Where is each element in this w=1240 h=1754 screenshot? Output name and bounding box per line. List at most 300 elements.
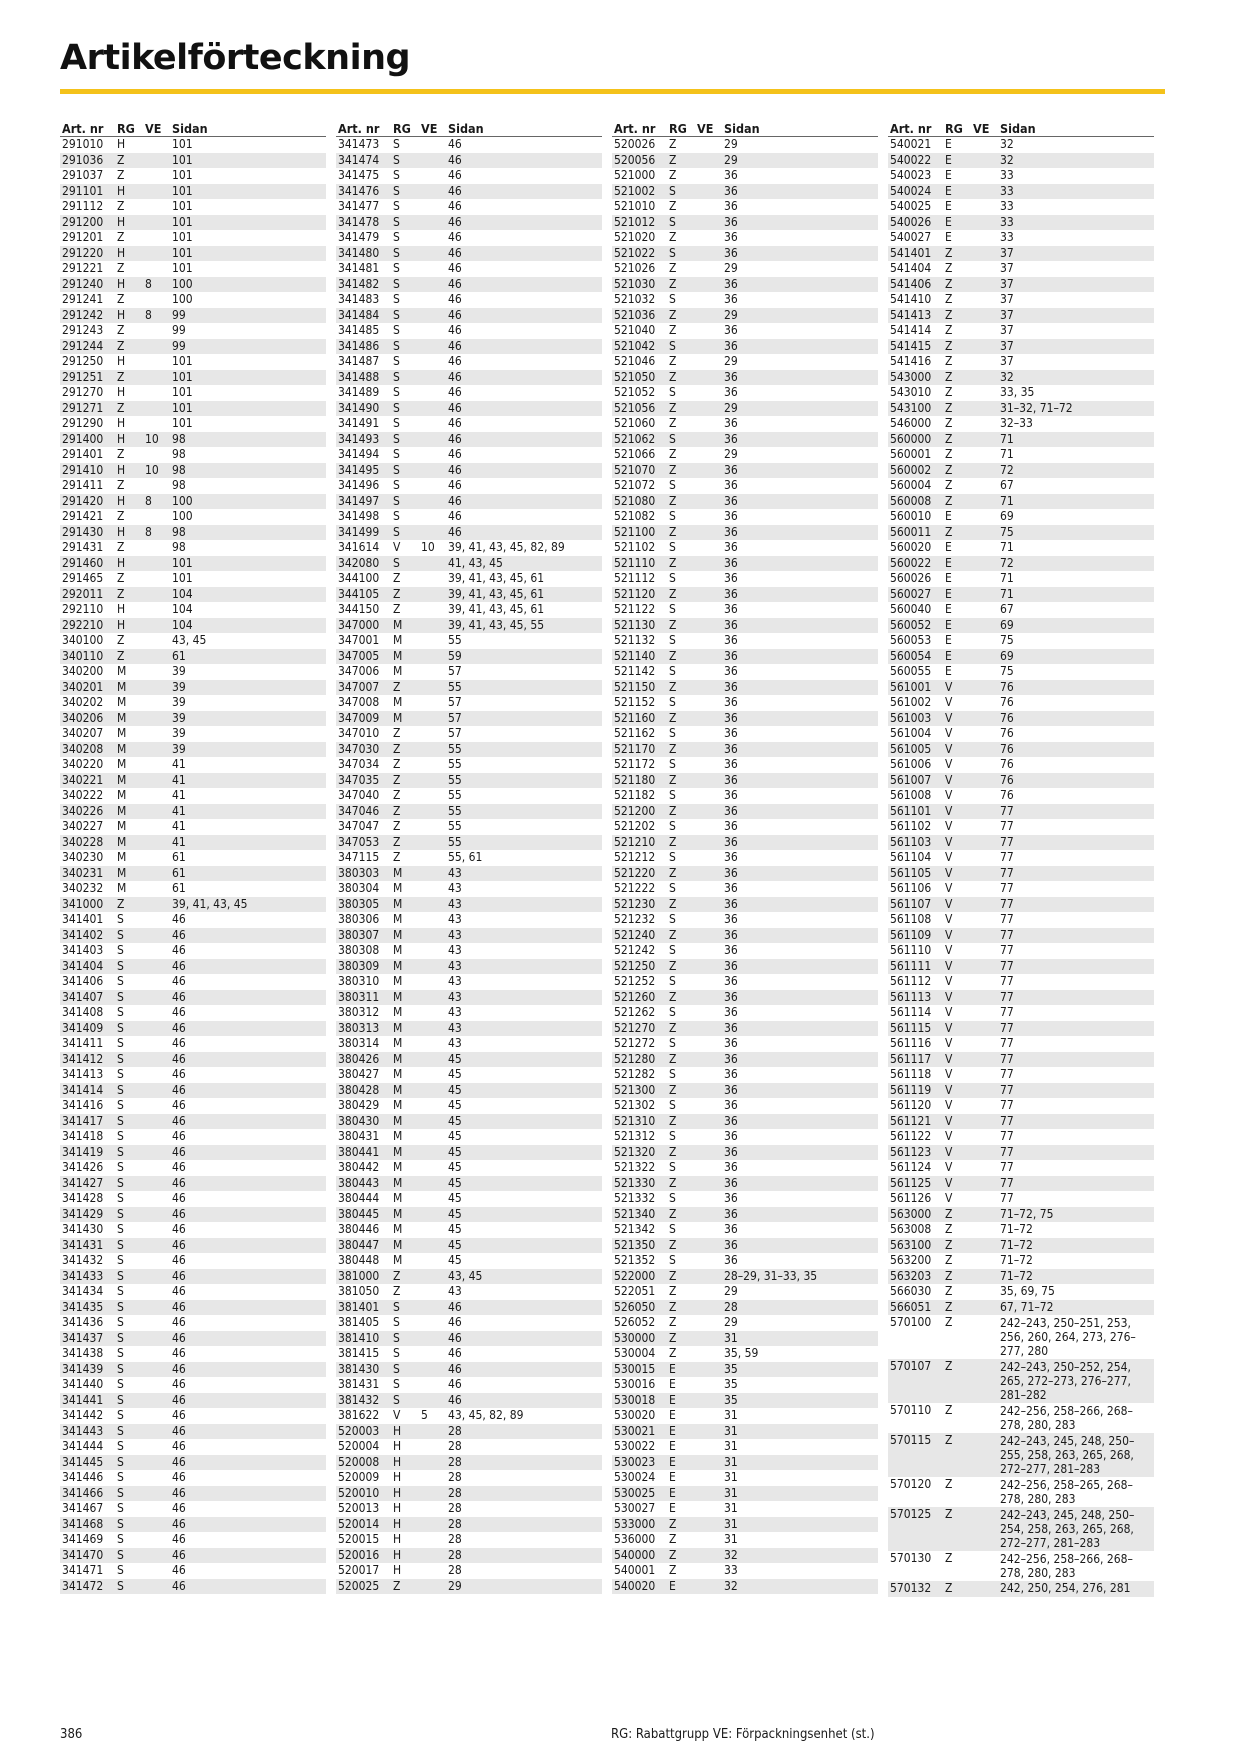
cell-art-nr: 340110 [60,649,115,665]
cell-sidan: 35, 59 [724,1346,759,1360]
cell-ve [695,1036,722,1052]
cell-ve [695,990,722,1006]
table-row [336,323,602,339]
cell-rg: Z [667,1238,695,1254]
cell-ve [143,339,170,355]
table-row [888,447,1154,463]
table-row [336,1563,602,1579]
cell-rg: S [117,1470,124,1484]
cell-sidan: 46 [172,1439,186,1453]
cell-rg: Z [667,525,695,541]
cell-sidan: 77 [1000,943,1014,957]
cell-rg: Z [115,897,143,913]
cell-rg: M [115,835,143,851]
cell-ve [695,401,722,417]
cell-rg: S [669,633,676,647]
cell-ve [419,168,446,184]
cell-rg: S [391,339,419,355]
cell-ve [971,1284,998,1300]
cell-art-nr: 347001 [338,633,380,647]
cell-rg: V [945,726,953,740]
table-row [336,1176,602,1192]
table-row [336,1439,602,1455]
cell-ve [419,478,446,494]
cell-rg: S [115,1362,143,1378]
cell-art-nr: 561109 [888,928,943,944]
cell-sidan: 46 [172,1036,186,1050]
cell-sidan: 46 [172,974,186,988]
cell-ve [695,1253,722,1269]
cell-ve [143,1083,170,1099]
table-row [888,323,1154,339]
cell-rg: V [945,881,953,895]
table-row [612,540,878,556]
cell-sidan: 67 [1000,478,1014,492]
table-row [612,1548,878,1564]
table-row [888,199,1154,215]
table-row [60,757,326,773]
table-row [888,1253,1154,1269]
cell-art-nr: 561122 [890,1129,932,1143]
cell-ve [971,261,998,277]
table-row [612,1207,878,1223]
cell-art-nr: 380444 [338,1191,380,1205]
cell-rg: Z [945,354,953,368]
cell-ve [971,401,998,417]
header-sidan: Sidan [446,120,602,137]
cell-sidan: 55, 61 [448,850,483,864]
cell-sidan: 36 [722,587,878,603]
cell-art-nr: 381415 [338,1346,380,1360]
table-row [336,1331,602,1347]
table-row [612,463,878,479]
header-ve: VE [143,120,170,137]
cell-ve [695,153,722,169]
cell-art-nr: 340232 [62,881,104,895]
cell-art-nr: 341498 [338,509,380,523]
table-row [888,866,1154,882]
cell-sidan: 46 [172,1408,186,1422]
cell-sidan: 46 [172,1222,186,1236]
cell-rg: M [393,1036,403,1050]
cell-rg: V [943,1052,971,1068]
cell-ve [143,1393,170,1409]
table-row [888,1005,1154,1021]
table-row [888,416,1154,432]
cell-rg: Z [945,292,953,306]
cell-ve [971,1403,998,1433]
cell-ve [971,928,998,944]
table-row [612,1393,878,1409]
table-row [612,1160,878,1176]
cell-art-nr: 560054 [888,649,943,665]
cell-rg: S [393,323,400,337]
cell-art-nr: 521220 [612,866,667,882]
table-row [888,246,1154,262]
cell-sidan: 46 [170,1021,326,1037]
table-row [888,1052,1154,1068]
cell-rg: M [117,788,127,802]
cell-art-nr: 570115 [888,1433,943,1477]
table-row [60,184,326,200]
cell-art-nr: 381050 [338,1284,380,1298]
cell-ve [971,215,998,231]
table-row [888,835,1154,851]
cell-sidan: 36 [722,897,878,913]
cell-art-nr: 380429 [338,1098,380,1112]
cell-rg: M [115,773,143,789]
cell-sidan: 101 [172,385,193,399]
cell-rg: S [393,137,400,151]
cell-ve: 8 [143,525,170,541]
cell-ve [143,447,170,463]
cell-art-nr: 541413 [888,308,943,324]
table-row [336,463,602,479]
table-row [888,137,1154,153]
cell-sidan: 37 [998,277,1154,293]
cell-sidan: 46 [446,308,602,324]
cell-sidan: 61 [170,649,326,665]
cell-sidan: 77 [1000,1067,1014,1081]
cell-art-nr: 521082 [614,509,656,523]
cell-rg: H [115,184,143,200]
cell-ve [695,308,722,324]
cell-sidan: 29 [722,153,878,169]
cell-art-nr: 291036 [60,153,115,169]
cell-rg: S [667,246,695,262]
cell-ve [971,726,998,742]
cell-art-nr: 543000 [888,370,943,386]
cell-rg: Z [117,323,125,337]
table-row [612,494,878,510]
table-row [888,726,1154,742]
table-row [888,804,1154,820]
cell-rg: Z [667,1021,695,1037]
table-row [60,912,326,928]
cell-art-nr: 291244 [60,339,115,355]
table-row [60,1362,326,1378]
cell-sidan: 77 [1000,1036,1014,1050]
table-row [888,881,1154,897]
cell-ve [419,773,446,789]
cell-rg: Z [391,587,419,603]
cell-ve [143,416,170,432]
table-row [888,680,1154,696]
cell-rg: S [117,1346,124,1360]
cell-art-nr: 347006 [338,664,380,678]
cell-sidan: 31 [722,1517,878,1533]
cell-sidan: 71–72, 75 [998,1207,1154,1223]
cell-rg: S [391,370,419,386]
table-row [60,1315,326,1331]
cell-ve [419,1145,446,1161]
cell-rg: H [115,618,143,634]
cell-sidan: 71–72 [1000,1253,1033,1267]
cell-art-nr: 341491 [338,416,380,430]
cell-sidan: 33 [1000,168,1014,182]
cell-art-nr: 380310 [338,974,380,988]
cell-art-nr: 521302 [614,1098,656,1112]
cell-sidan: 46 [172,1532,186,1546]
cell-art-nr: 380309 [336,959,391,975]
cell-ve [419,1439,446,1455]
cell-sidan: 100 [170,494,326,510]
cell-ve [419,1176,446,1192]
table-row [336,1486,602,1502]
cell-rg: M [117,881,127,895]
cell-sidan: 33 [998,215,1154,231]
cell-rg: M [391,649,419,665]
cell-art-nr: 561124 [890,1160,932,1174]
table-row [888,618,1154,634]
cell-rg: S [669,1253,676,1267]
cell-rg: Z [943,277,971,293]
cell-ve [695,323,722,339]
cell-sidan: 46 [172,943,186,957]
cell-ve [143,1160,170,1176]
cell-ve [419,370,446,386]
cell-ve [143,370,170,386]
cell-rg: Z [391,680,419,696]
table-row [336,1470,602,1486]
cell-ve [971,1207,998,1223]
table-row [612,478,878,494]
cell-rg: Z [667,1331,695,1347]
cell-sidan: 69 [1000,509,1014,523]
cell-rg: V [943,1145,971,1161]
cell-ve [695,928,722,944]
cell-sidan: 46 [170,1145,326,1161]
cell-art-nr: 521210 [612,835,667,851]
cell-sidan: 36 [724,633,738,647]
table-row [888,571,1154,587]
cell-art-nr: 341467 [62,1501,104,1515]
cell-ve [695,556,722,572]
cell-sidan: 36 [724,819,738,833]
cell-sidan: 31 [722,1424,878,1440]
cell-sidan: 35 [722,1393,878,1409]
cell-rg: Z [943,1507,971,1551]
cell-rg: S [391,463,419,479]
cell-rg: V [943,711,971,727]
cell-rg: Z [667,401,695,417]
cell-rg: E [669,1470,676,1484]
cell-ve [695,1222,722,1238]
cell-rg: V [945,819,953,833]
table-row [336,602,602,618]
cell-rg: Z [393,788,401,802]
cell-sidan: 100 [170,277,326,293]
cell-sidan: 35, 69, 75 [1000,1284,1055,1298]
cell-art-nr: 291242 [60,308,115,324]
cell-rg: Z [667,835,695,851]
cell-art-nr: 561125 [888,1176,943,1192]
cell-rg: Z [391,773,419,789]
cell-rg: S [393,354,400,368]
cell-rg: M [117,695,127,709]
cell-art-nr: 380311 [336,990,391,1006]
cell-ve [695,1331,722,1347]
cell-ve [695,215,722,231]
cell-rg: V [943,680,971,696]
cell-sidan: 77 [998,1083,1154,1099]
cell-sidan: 55 [448,757,462,771]
cell-sidan: 43 [446,897,602,913]
cell-rg: S [115,1393,143,1409]
cell-ve: 10 [143,432,170,448]
cell-sidan: 46 [448,447,462,461]
cell-art-nr: 340228 [60,835,115,851]
cell-rg: Z [667,959,695,975]
cell-ve [695,1346,722,1362]
cell-art-nr: 521100 [612,525,667,541]
cell-art-nr: 341476 [336,184,391,200]
cell-art-nr: 563000 [888,1207,943,1223]
cell-ve [143,1129,170,1145]
cell-rg: Z [667,1548,695,1564]
table-row [888,1477,1154,1507]
cell-rg: Z [945,1551,953,1565]
cell-art-nr: 521200 [612,804,667,820]
cell-sidan: 39, 41, 43, 45, 82, 89 [448,540,565,554]
table-row [336,370,602,386]
table-row [888,153,1154,169]
cell-sidan: 36 [722,370,878,386]
cell-sidan: 37 [1000,292,1014,306]
cell-rg: S [669,1005,676,1019]
table-row [612,664,878,680]
cell-ve [143,1036,170,1052]
cell-art-nr: 521330 [612,1176,667,1192]
cell-rg: Z [667,1269,695,1285]
cell-art-nr: 520010 [336,1486,391,1502]
table-row [60,618,326,634]
cell-art-nr: 541401 [888,246,943,262]
cell-ve [419,1207,446,1223]
cell-ve [143,943,170,959]
cell-ve [695,1083,722,1099]
cell-art-nr: 521310 [612,1114,667,1130]
cell-ve [971,819,998,835]
cell-sidan: 41 [172,819,186,833]
table-row [612,339,878,355]
cell-sidan: 31–32, 71–72 [998,401,1154,417]
cell-rg: V [945,1036,953,1050]
cell-rg: E [943,184,971,200]
cell-sidan: 39 [172,664,186,678]
cell-rg: E [943,649,971,665]
cell-sidan: 77 [998,959,1154,975]
cell-rg: Z [669,137,677,151]
cell-sidan: 46 [170,928,326,944]
cell-sidan: 45 [448,1098,462,1112]
cell-sidan: 36 [722,618,878,634]
cell-ve [419,246,446,262]
cell-sidan: 46 [170,1393,326,1409]
cell-sidan: 242, 250, 254, 276, 281 [998,1581,1154,1597]
table-row [60,1191,326,1207]
cell-rg: S [391,525,419,541]
table-row [612,757,878,773]
cell-ve [695,1005,722,1021]
cell-ve [971,633,998,649]
table-row [612,618,878,634]
cell-art-nr: 340100 [62,633,104,647]
cell-rg: Z [391,742,419,758]
cell-sidan: 46 [446,277,602,293]
cell-art-nr: 522000 [612,1269,667,1285]
cell-art-nr: 380426 [336,1052,391,1068]
cell-rg: S [117,1098,124,1112]
cell-sidan: 77 [1000,1098,1014,1112]
cell-sidan: 77 [998,866,1154,882]
cell-ve [695,1362,722,1378]
cell-sidan: 71–72 [1000,1222,1033,1236]
cell-sidan: 46 [172,1470,186,1484]
cell-sidan: 77 [998,1114,1154,1130]
index-table [888,120,1154,1597]
cell-ve [971,1253,998,1269]
cell-rg: S [117,1439,124,1453]
cell-ve [419,509,446,525]
cell-art-nr: 291411 [62,478,104,492]
cell-sidan: 41 [170,835,326,851]
cell-sidan: 46 [446,463,602,479]
cell-ve [143,571,170,587]
cell-ve [695,1067,722,1083]
cell-sidan: 46 [172,1160,186,1174]
cell-art-nr: 341409 [60,1021,115,1037]
cell-ve [695,1284,722,1300]
cell-sidan: 100 [172,509,193,523]
cell-ve [143,509,170,525]
cell-art-nr: 520014 [336,1517,391,1533]
cell-rg: E [667,1424,695,1440]
cell-sidan: 36 [724,1129,738,1143]
cell-art-nr: 521312 [614,1129,656,1143]
cell-rg: S [393,478,400,492]
cell-ve [971,912,998,928]
cell-art-nr: 381432 [336,1393,391,1409]
cell-ve [971,959,998,975]
cell-ve [143,1563,170,1579]
cell-ve [143,168,170,184]
cell-art-nr: 521112 [614,571,656,585]
cell-art-nr: 380314 [338,1036,380,1050]
cell-sidan: 46 [170,1207,326,1223]
table-row [60,742,326,758]
cell-rg: Z [943,1238,971,1254]
table-row [888,1269,1154,1285]
cell-ve [419,354,446,370]
cell-art-nr: 341485 [338,323,380,337]
cell-ve [695,199,722,215]
cell-rg: M [115,804,143,820]
cell-art-nr: 341446 [62,1470,104,1484]
table-row [612,1377,878,1393]
cell-rg: Z [117,478,125,492]
cell-sidan: 31 [722,1486,878,1502]
cell-art-nr: 341488 [336,370,391,386]
cell-rg: H [117,602,126,616]
cell-art-nr: 546000 [890,416,932,430]
cell-sidan: 55 [446,835,602,851]
cell-art-nr: 560040 [890,602,932,616]
cell-ve [695,463,722,479]
cell-rg: S [391,432,419,448]
table-row [612,1315,878,1331]
cell-art-nr: 521240 [612,928,667,944]
